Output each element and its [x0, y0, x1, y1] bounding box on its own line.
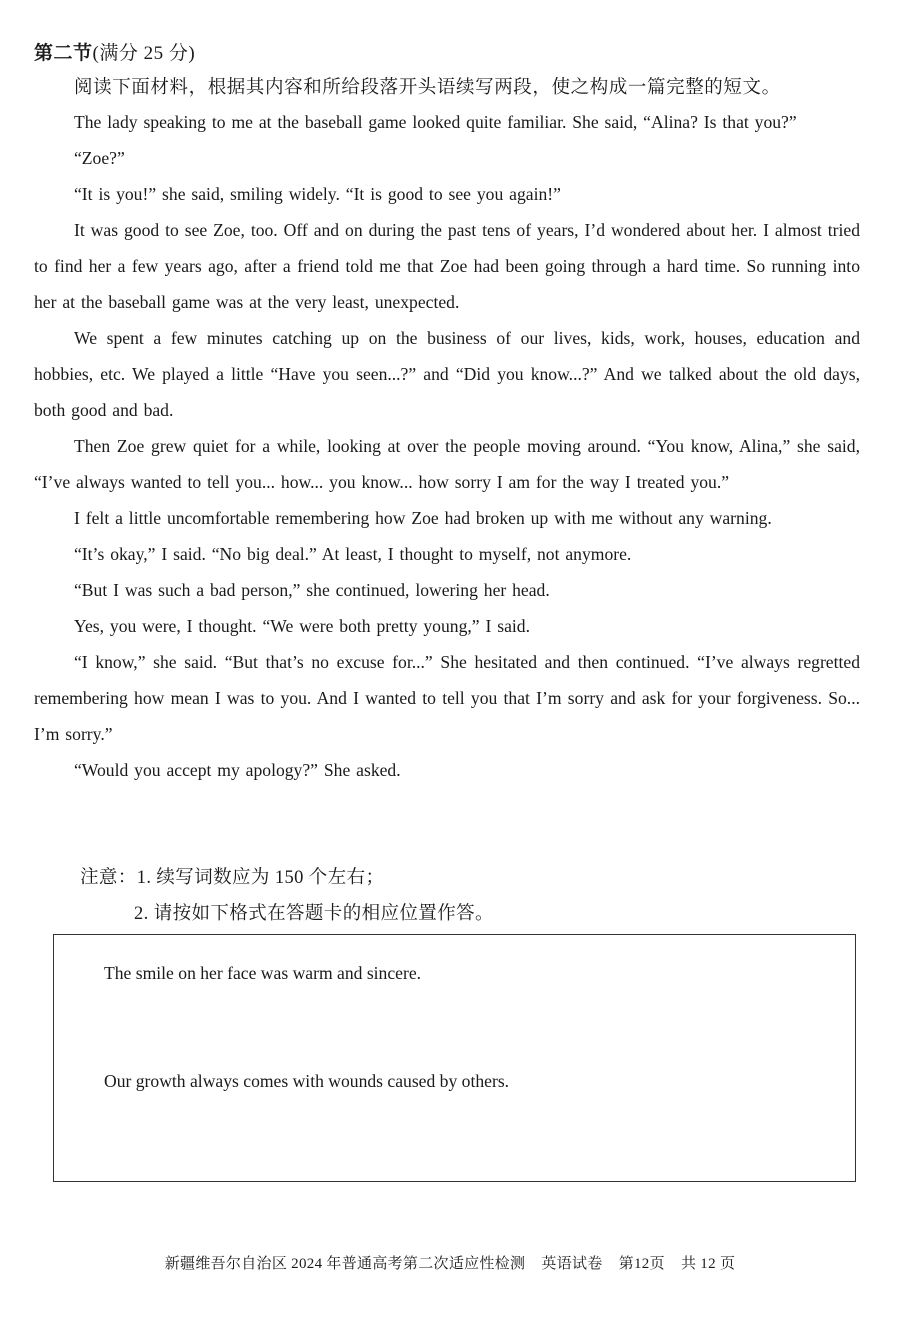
story-paragraph: “It is you!” she said, smiling widely. “It is good to see you again!” — [74, 184, 561, 204]
story-paragraph: “I know,” she said. “But that’s no excuse for...” She hesitated and then continued. “I’ve always regretted remembering how mean I was to you. And I wanted to tell you that I’m sorry and ask for your forgiveness. So... I’m sorry.” — [34, 652, 860, 744]
section-score: (满分 25 分) — [92, 43, 196, 64]
paragraph-2-opening: Our growth always comes with wounds caused by others. — [104, 1071, 510, 1091]
story-paragraph: Then Zoe grew quiet for a while, looking at over the people moving around. “You know, Alina,” she said, “I’ve always wanted to tell you... how... you know... how sorry I am for the way I treated you.” — [34, 436, 860, 492]
note-answer-format: 2. 请按如下格式在答题卡的相应位置作答。 — [134, 904, 494, 924]
story-paragraph: It was good to see Zoe, too. Off and on during the past tens of years, I’d wondered about her. I almost tried to find her a few years ago, after a friend told me that Zoe had been going through a hard time. So running into her at the baseball game was at the very least, unexpected. — [34, 220, 860, 312]
story-paragraph: I felt a little uncomfortable remembering how Zoe had broken up with me without any warning. — [74, 508, 772, 528]
writing-notes — [80, 860, 494, 932]
story-paragraph: “It’s okay,” I said. “No big deal.” At least, I thought to myself, not anymore. — [74, 544, 632, 564]
footer-subject: 英语试卷 — [541, 1256, 603, 1272]
footer-exam-name: 新疆维吾尔自治区 2024 年普通高考第二次适应性检测 — [164, 1256, 526, 1272]
paragraph-1-opening: The smile on her face was warm and sincere. — [104, 963, 422, 983]
story-paragraph: “But I was such a bad person,” she continued, lowering her head. — [74, 580, 550, 600]
answer-format-box — [53, 934, 856, 1182]
story-paragraph: The lady speaking to me at the baseball game looked quite familiar. She said, “Alina? Is that you?” — [74, 112, 797, 132]
story-paragraph: Yes, you were, I thought. “We were both pretty young,” I said. — [74, 616, 530, 636]
footer-total-pages: 共 12 页 — [680, 1256, 736, 1272]
note-word-count: 注意：1. 续写词数应为 150 个左右； — [80, 868, 385, 888]
story-paragraph: We spent a few minutes catching up on the business of our lives, kids, work, houses, education and hobbies, etc. We played a little “Have you seen...?” and “Did you know...?” And we talked about the old days, both good and bad. — [34, 328, 860, 420]
section-heading — [34, 38, 195, 65]
section-title: 第二节 — [34, 43, 93, 64]
page-footer — [0, 1252, 900, 1273]
task-instruction: 阅读下面材料，根据其内容和所给段落开头语续写两段，使之构成一篇完整的短文。 — [74, 78, 781, 98]
story-paragraph: “Zoe?” — [74, 148, 125, 168]
story-paragraph: “Would you accept my apology?” She asked. — [74, 760, 401, 780]
footer-page-number: 第12页 — [618, 1256, 665, 1272]
story-text — [34, 104, 860, 788]
